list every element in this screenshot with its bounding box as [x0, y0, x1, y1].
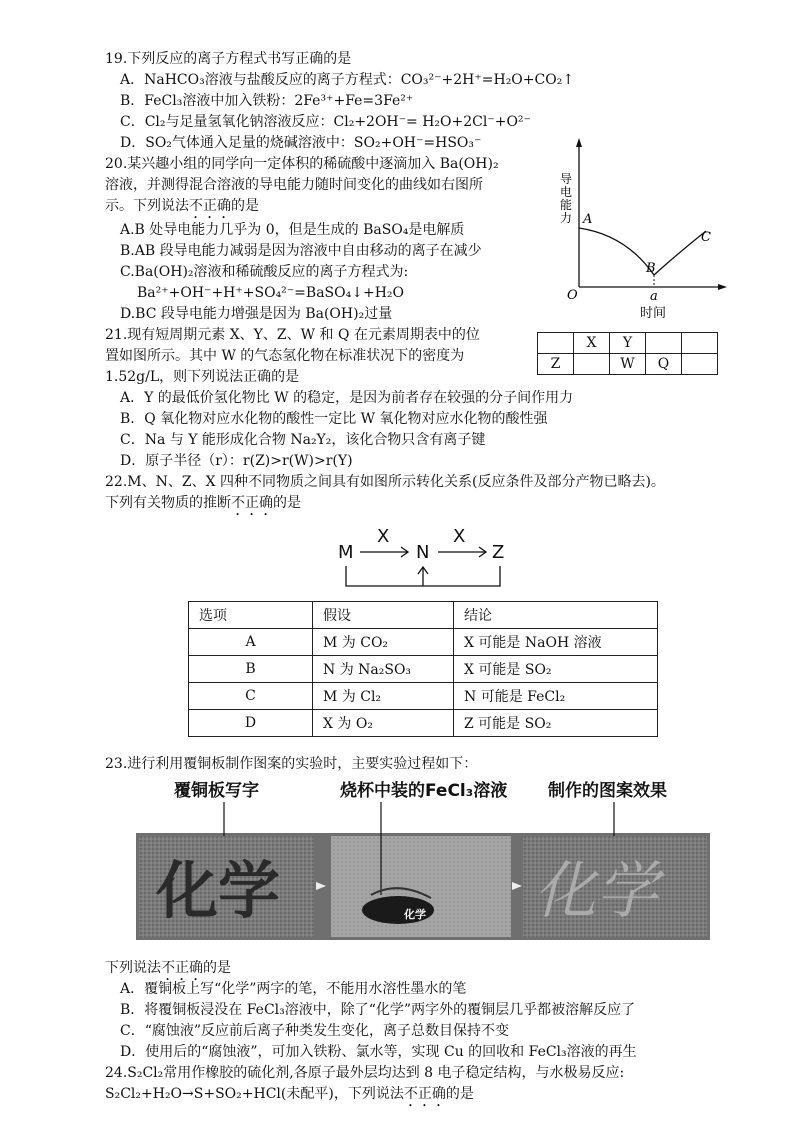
q20-option-d: D.BC 段导电能力增强是因为 Ba(OH)₂过量 [120, 306, 393, 322]
q19-option-a: A．NaHCO₃溶液与盐酸反应的离子方程式：CO₃²⁻+2H⁺=H₂O+CO₂↑ [120, 72, 575, 88]
q20-option-b: B.AB 段导电能力减弱是因为溶液中自由移动的离子在减少 [120, 243, 482, 259]
table-cell: M 为 CO₂ [313, 629, 454, 656]
periodic-table-fragment [537, 332, 718, 375]
q22-stem-line2: 下列有关物质的推断不正确的是 [105, 495, 301, 511]
grid-cell [574, 354, 610, 375]
table-cell: C [189, 683, 313, 710]
q23-option-d: D．使用后的“腐蚀液”，可加入铁粉、氯水等，实现 Cu 的回收和 FeCl₃溶液的再生 [120, 1044, 637, 1060]
q21-stem-line1: 21.现有短周期元素 X、Y、Z、W 和 Q 在元素周期表中的位 [105, 327, 480, 343]
table-row [189, 656, 658, 683]
graph-point-c-label: C [701, 230, 711, 245]
table-cell: N 为 Na₂SO₃ [313, 656, 454, 683]
q23-option-c: C．“腐蚀液”反应前后离子种类发生变化，离子总数目保持不变 [120, 1023, 510, 1039]
q24-line1: 24.S₂Cl₂常用作橡胶的硫化剂,各原子最外层均达到 8 电子稳定结构，与水极易反应: [105, 1065, 625, 1081]
diagram-z: Z [492, 542, 505, 563]
label-fecl3-beaker: 烧杯中装的FeCl₃溶液 [340, 781, 508, 801]
board-handwriting: 化学 [156, 854, 281, 927]
graph-point-b-label: B [646, 261, 656, 276]
graph-point-a-label: A [583, 212, 593, 227]
table-cell: Z 可能是 SO₂ [454, 710, 658, 737]
table-cell: D [189, 710, 313, 737]
q24-line2: S₂Cl₂+H₂O→S+SO₂+HCl(未配平)，下列说法不正确的是 [105, 1086, 474, 1102]
beaker-label: 化学 [404, 908, 426, 921]
q19-option-d: D．SO₂气体通入足量的烧碱溶液中：SO₂+OH⁻=HSO₃⁻ [120, 135, 482, 151]
grid-cell-z: Z [538, 354, 574, 375]
conductivity-graph [556, 135, 736, 325]
table-cell: A [189, 629, 313, 656]
grid-cell [538, 333, 574, 354]
diagram-m: M [338, 542, 354, 563]
grid-cell-q: Q [646, 354, 682, 375]
grid-cell [682, 333, 718, 354]
q20-equation: Ba²⁺+OH⁻+H⁺+SO₄²⁻=BaSO₄↓+H₂O [137, 285, 404, 301]
table-cell: N 可能是 FeCl₂ [454, 683, 658, 710]
q19-option-c: C．Cl₂与足量氢氧化钠溶液反应：Cl₂+2OH⁻= H₂O+2Cl⁻+O²⁻ [120, 114, 531, 130]
graph-ylabel: 导电能力 [560, 172, 573, 225]
q23-option-b: B．将覆铜板浸没在 FeCl₃溶液中，除了“化学”两字外的覆铜层几乎都被溶解反应了 [120, 1002, 636, 1018]
table-cell: M 为 Cl₂ [313, 683, 454, 710]
grid-cell [682, 354, 718, 375]
label-write-on-board: 覆铜板写字 [174, 781, 259, 801]
grid-cell [646, 333, 682, 354]
table-cell: X 可能是 SO₂ [454, 656, 658, 683]
table-header: 结论 [454, 602, 658, 629]
q21-option-b: B．Q 氧化物对应水化物的酸性一定比 W 氧化物对应水化物的酸性强 [120, 411, 548, 427]
diagram-x2: X [453, 526, 466, 547]
q22-stem-line1: 22.M、N、Z、X 四种不同物质之间具有如图所示转化关系(反应条件及部分产物已略去)。 [105, 474, 665, 490]
q23-question: 下列说法不正确的是 [105, 960, 231, 976]
grid-cell-y: Y [610, 333, 646, 354]
table-cell: X 可能是 NaOH 溶液 [454, 629, 658, 656]
q19-stem: 19.下列反应的离子方程式书写正确的是 [105, 51, 352, 67]
q21-stem-line2: 置如图所示。其中 W 的气态氢化物在标准状况下的密度为 [105, 348, 465, 364]
q22-table [188, 601, 658, 737]
emphasis-not-correct: 不正确 [161, 960, 203, 976]
emphasis-not-correct: 不正确 [189, 198, 231, 214]
grid-cell-x: X [574, 333, 610, 354]
table-row [189, 710, 658, 737]
emphasis-not-correct: 不正确 [403, 1086, 446, 1102]
table-header: 选项 [189, 602, 313, 629]
table-header: 假设 [313, 602, 454, 629]
label-pattern-result: 制作的图案效果 [548, 781, 667, 801]
q19-option-b: B．FeCl₃溶液中加入铁粉：2Fe³⁺+Fe=3Fe²⁺ [120, 93, 414, 109]
q23-stem: 23.进行利用覆铜板制作图案的实验时，主要实验过程如下： [105, 756, 478, 772]
table-cell: B [189, 656, 313, 683]
q21-option-a: A．Y 的最低价氢化物比 W 的稳定，是因为前者存在较强的分子间作用力 [120, 390, 574, 406]
q20-option-c: C.Ba(OH)₂溶液和稀硫酸反应的离子方程式为: [120, 264, 409, 280]
graph-tick-a-label: a [650, 289, 658, 304]
emphasis-not-correct: 不正确 [231, 495, 273, 511]
table-row [189, 629, 658, 656]
q20-stem-line1: 20.某兴趣小组的同学向一定体积的稀硫酸中逐滴加入 Ba(OH)₂ [105, 156, 499, 172]
q21-option-d: D．原子半径（r）：r(Z)>r(W)>r(Y) [120, 453, 353, 469]
conversion-diagram [330, 522, 530, 592]
grid-cell-w: W [610, 354, 646, 375]
diagram-n: N [416, 542, 430, 563]
q20-stem-line3: 示。下列说法不正确的是 [105, 198, 259, 214]
table-row [189, 683, 658, 710]
table-header-row [189, 602, 658, 629]
q21-option-c: C．Na 与 Y 能形成化合物 Na₂Y₂，该化合物只含有离子键 [120, 432, 486, 448]
graph-xlabel: 时间 [640, 306, 667, 321]
diagram-x1: X [377, 526, 390, 547]
q23-option-a: A．覆铜板上写“化学”两字的笔，不能用水溶性墨水的笔 [120, 981, 467, 997]
q20-option-a: A.B 处导电能力几乎为 0，但是生成的 BaSO₄是电解质 [120, 222, 465, 238]
copper-board-photo-strip [136, 800, 710, 940]
q21-stem-line3: 1.52g/L，则下列说法正确的是 [105, 369, 300, 385]
result-pattern: 化学 [534, 854, 659, 927]
q20-stem-line2: 溶液，并测得混合溶液的导电能力随时间变化的曲线如右图所 [105, 177, 483, 193]
table-cell: X 为 O₂ [313, 710, 454, 737]
graph-origin-label: O [567, 288, 578, 303]
